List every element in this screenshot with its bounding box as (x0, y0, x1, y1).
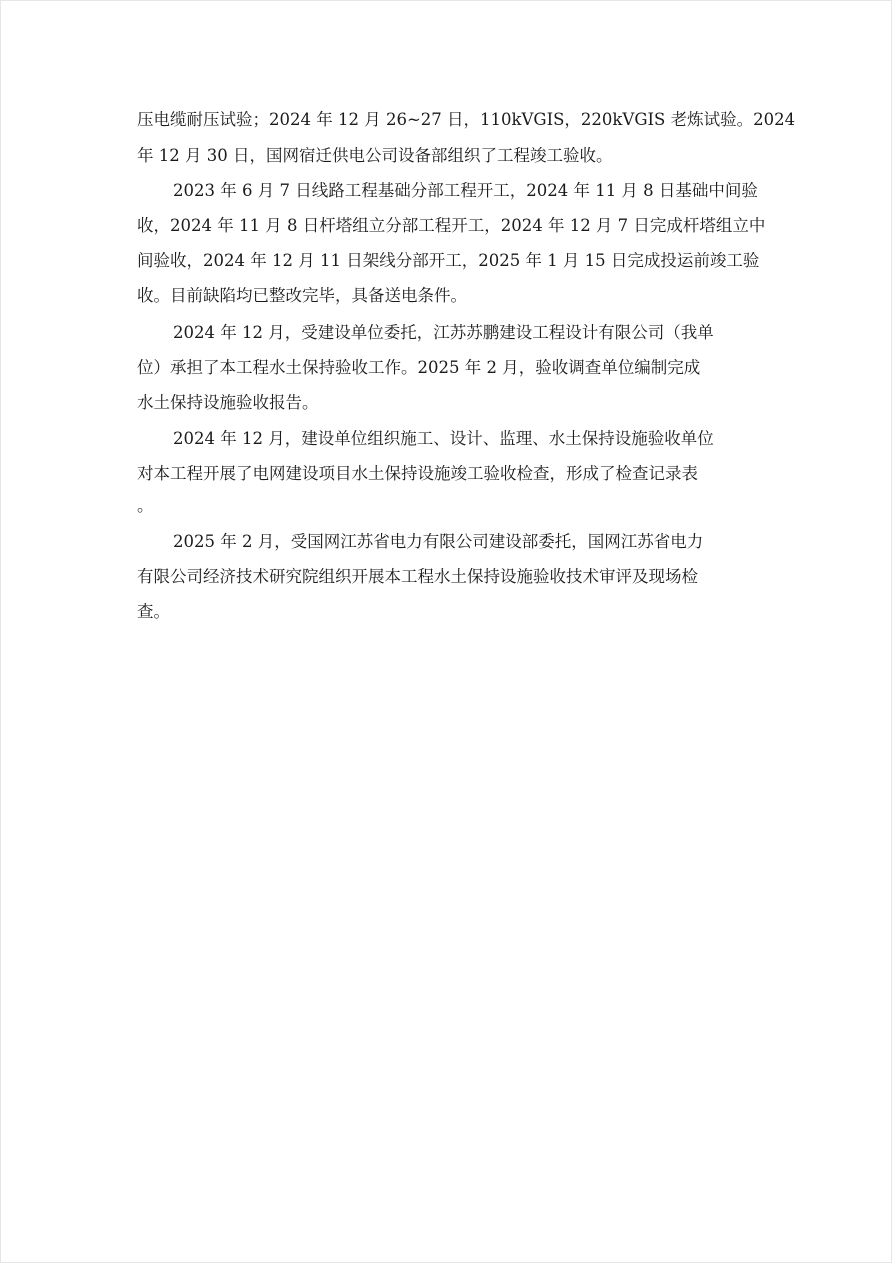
paragraph-line: 年 12 月 30 日，国网宿迁供电公司设备部组织了工程竣工验收。 (137, 146, 613, 165)
paragraph-line: 水土保持设施验收报告。 (137, 393, 319, 412)
paragraph-line: 查。 (137, 602, 170, 621)
paragraph-line: 2024 年 12 月，受建设单位委托，江苏苏鹏建设工程设计有限公司（我单 (173, 323, 714, 342)
paragraph-line: 收。目前缺陷均已整改完毕，具备送电条件。 (137, 286, 467, 305)
paragraph-line: 间验收，2024 年 12 月 11 日架线分部开工，2025 年 1 月 15 日完成投运前竣工验 (137, 251, 760, 270)
document-body (1, 1, 892, 1264)
paragraph-line: 位）承担了本工程水土保持验收工作。2025 年 2 月，验收调查单位编制完成 (137, 358, 701, 377)
paragraph-line: 有限公司经济技术研究院组织开展本工程水土保持设施验收技术审评及现场检 (137, 567, 698, 586)
paragraph-line: 2025 年 2 月，受国网江苏省电力有限公司建设部委托，国网江苏省电力 (173, 532, 704, 551)
paragraph-line: 对本工程开展了电网建设项目水土保持设施竣工验收检查，形成了检查记录表 (137, 464, 698, 483)
paragraph-line: 2024 年 12 月，建设单位组织施工、设计、监理、水土保持设施验收单位 (173, 429, 714, 448)
paragraph-line: 压电缆耐压试验；2024 年 12 月 26~27 日，110kVGIS，220kVGIS 老炼试验。2024 (137, 110, 796, 129)
paragraph-line: 。 (137, 496, 154, 515)
paragraph-line: 收，2024 年 11 月 8 日杆塔组立分部工程开工，2024 年 12 月 7 日完成杆塔组立中 (137, 216, 766, 235)
paragraph-line: 2023 年 6 月 7 日线路工程基础分部工程开工，2024 年 11 月 8 日基础中间验 (173, 181, 758, 200)
